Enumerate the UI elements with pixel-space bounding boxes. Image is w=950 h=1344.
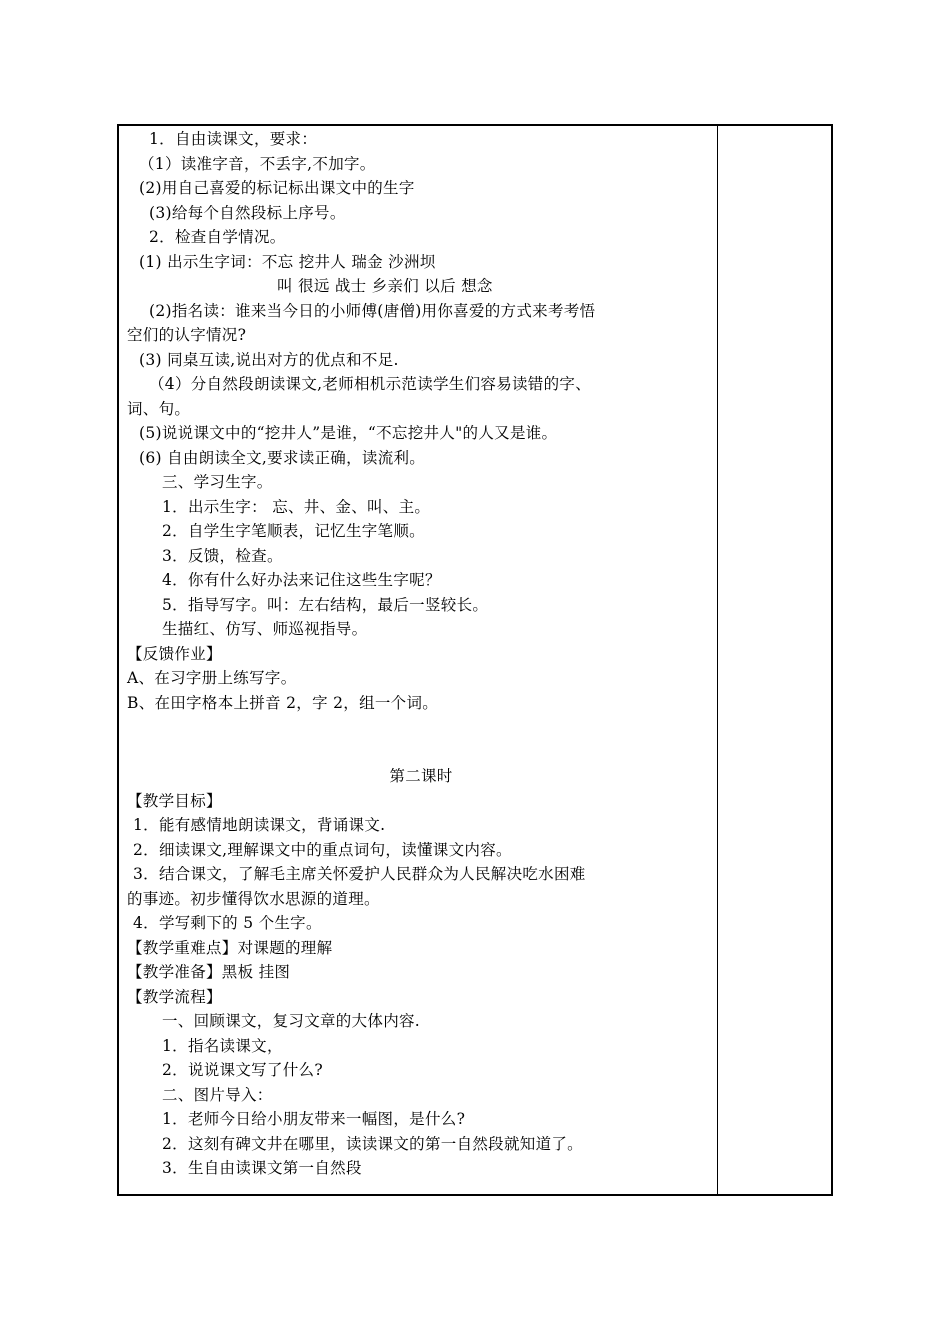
text-line: 1．自由读课文，要求：: [149, 130, 318, 148]
text-line: 的事迹。初步懂得饮水思源的道理。: [127, 889, 380, 908]
text-line: 词、句。: [127, 399, 191, 418]
text-line: 4．学写剩下的 5 个生字。: [133, 914, 322, 932]
text-line: (5)说说课文中的“挖井人”是谁，“不忘挖井人"的人又是谁。: [139, 424, 558, 442]
text-line: (1) 出示生字词：不忘 挖井人 瑞金 沙洲坝: [139, 252, 436, 271]
section-title: 第二课时: [389, 767, 453, 785]
text-line: (2)指名读：谁来当今日的小师傅(唐僧)用你喜爱的方式来考考悟: [149, 301, 596, 320]
text-line: （4）分自然段朗读课文,老师相机示范读学生们容易读错的字、: [149, 375, 591, 393]
column-divider: [717, 124, 718, 1196]
text-line: 三、学习生字。: [162, 473, 273, 491]
text-line: 3．反馈，检查。: [162, 546, 283, 565]
text-line: 5．指导写字。叫：左右结构，最后一竖较长。: [162, 595, 489, 614]
second-lesson-plan: [127, 789, 715, 1181]
text-line: 【教学准备】黑板 挂图: [127, 963, 291, 981]
text-line: 2．自学生字笔顺表，记忆生字笔顺。: [162, 522, 425, 540]
text-line: 4．你有什么好办法来记住这些生字呢？: [162, 571, 441, 589]
text-line: 【教学流程】: [127, 987, 222, 1006]
first-lesson-steps: [127, 127, 715, 715]
text-line: 2．说说课文写了什么?: [162, 1061, 323, 1079]
text-line: 【教学重难点】对课题的理解: [127, 938, 333, 957]
text-line: 1．指名读课文，: [162, 1036, 283, 1055]
text-line: (2)用自己喜爱的标记标出课文中的生字: [139, 179, 415, 197]
text-line: 一、回顾课文，复习文章的大体内容.: [162, 1012, 421, 1030]
text-line: B、在田字格本上拼音 2，字 2，组一个词。: [127, 693, 439, 712]
text-line: A、在习字册上练写字。: [127, 669, 297, 687]
text-line: 1．能有感情地朗读课文，背诵课文.: [133, 816, 386, 834]
text-line: 1．老师今日给小朋友带来一幅图，是什么?: [162, 1110, 466, 1128]
text-line: 生描红、仿写、师巡视指导。: [162, 620, 368, 638]
lesson-content: [127, 127, 715, 1181]
text-line: 3．结合课文，了解毛主席关怀爱护人民群众为人民解决吃水困难: [133, 865, 586, 883]
text-line: 3．生自由读课文第一自然段: [162, 1159, 362, 1177]
text-line: 二、图片导入：: [162, 1085, 273, 1104]
text-line: 空们的认字情况?: [127, 326, 247, 344]
text-line: (3) 同桌互读,说出对方的优点和不足.: [139, 350, 399, 369]
text-line: 2．这刻有碑文井在哪里，读读课文的第一自然段就知道了。: [162, 1134, 583, 1153]
text-line: 【反馈作业】: [127, 644, 222, 663]
text-line: 1．出示生字： 忘、井、金、叫、主。: [162, 497, 431, 516]
text-line: 2．细读课文,理解课文中的重点词句，读懂课文内容。: [133, 840, 512, 859]
text-line: (6) 自由朗读全文,要求读正确，读流利。: [139, 448, 426, 467]
text-line: (3)给每个自然段标上序号。: [149, 203, 346, 222]
text-line: 【教学目标】: [127, 791, 222, 810]
text-line: 叫 很远 战士 乡亲们 以后 想念: [277, 277, 493, 295]
text-line: 2．检查自学情况。: [149, 228, 286, 246]
text-line: （1）读准字音，不丢字,不加字。: [139, 154, 376, 173]
spacer: [127, 715, 715, 764]
